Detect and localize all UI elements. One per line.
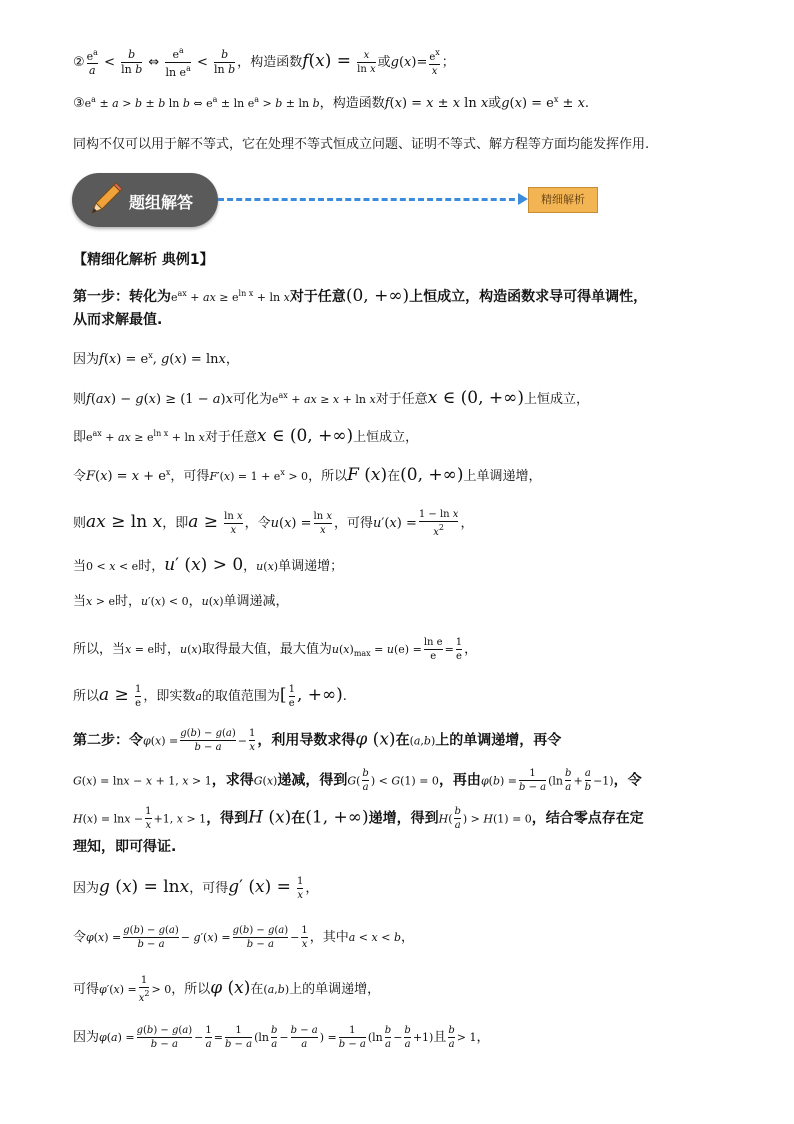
tag-label: 精细解析	[528, 187, 598, 213]
p1: 因为$f(x) = e^x$, g(x) = lnx，	[73, 351, 239, 367]
dashed-arrow-line	[218, 198, 524, 201]
p2: 则f(ax) − g(x) ≥ (1 − a)x可化为$e^{ax}$ + ax ≥ x + ln x对于任意x ∈ (0, +∞)上恒成立，	[73, 388, 589, 408]
step2-line2: G(x) = lnx − x + 1, x > 1，求得G(x)递减，得到G( $\frac{b}{a}$ ) < G(1) = 0，再由φ(b) = $\frac{1}{b - a}$ (ln $\frac{b}{a}$ + $\frac{a}{b}$ −1)，令	[73, 768, 642, 793]
intro-paragraph: 同构不仅可以用于解不等式，它在处理不等式恒成立问题、证明不等式、解方程等方面均能发挥作用.	[73, 137, 650, 152]
step1-line2: 从而求解最值.	[73, 312, 163, 328]
formula-line-2: ② $\frac{e^a}{a}$ < $\frac{b}{\text{ln b}}$ ⇔ $\frac{e^a}{\ln e^a}$ < $\frac{b}{\text{ln b}}$ ，构造函数f(x) = $\frac{x}{\text{ln x}}$ 或g(x)= $\frac{e^x}{x}$ ；	[73, 46, 455, 79]
step2-line3: H(x) = lnx − $\frac{1}{x}$ +1, x > 1，得到H (x)在(1, +∞)递增，得到H( $\frac{b}{a}$ ) > H(1) = 0，结合零点存在定	[73, 806, 644, 831]
q1: 因为g (x) = lnx，可得g′ (x) = $\frac{1}{x}$ ，	[73, 876, 319, 901]
item-number: ②	[73, 55, 85, 71]
q3: 可得φ′(x) = $\frac{1}{x^2}$ > 0，所以φ (x)在(a,b)上的单调递增，	[73, 975, 381, 1004]
banner-title: 题组解答	[129, 193, 194, 212]
p3: 即$e^{ax}$ + ax ≥ $e^{ln x} + \ln x$对于任意x ∈ (0, +∞)上恒成立，	[73, 426, 419, 446]
formula-line-3: $③e^a \pm a > b \pm b$ ln b ⇔ $e^a \pm \ln e^a > b \pm \ln b$，构造函数f(x) = x ± x ln x或$g(x) = e^x \pm x$.	[73, 95, 590, 111]
p4: 令$F(x) = x + e^x$，可得$F'(x) = 1 + e^x > 0$，所以F (x)在(0, +∞)上单调递增，	[73, 465, 542, 485]
p5: 则ax ≥ ln x，即a ≥ $\frac{\text{ln x}}{x}$ ，令u(x) = $\frac{\text{ln x}}{x}$ ，可得u′(x) = $\frac{\text{1 − ln x}}{x^2}$ ，	[73, 509, 474, 538]
section-title: 【精细化解析 典例1】	[73, 252, 214, 268]
section-banner	[72, 173, 218, 227]
step2-line4: 理知，即可得证.	[73, 839, 177, 855]
arrow-head-icon	[518, 193, 528, 205]
step2-line1: 第二步：令φ(x) = $\frac{g(b) - g(a)}{b - a}$ − $\frac{1}{x}$ ，利用导数求得φ (x)在(a,b)上的单调递增，再令	[73, 728, 562, 753]
pencil-icon	[86, 181, 124, 219]
item-number: ③	[73, 96, 85, 111]
p8: 所以，当x = e时，u(x)取得最大值，最大值为$u(x)_{max} = u(e)$ = $\frac{\text{ln e}}{e}$ = $\frac{1}{e}$ ，	[73, 637, 478, 662]
step1-line1: 第一步：转化为$e^{ax}$ + ax ≥ $e^{ln x} + \ln x$对于任意(0, +∞)上恒成立，构造函数求导可得单调性，	[73, 286, 648, 306]
q2: 令φ(x) = $\frac{g(b) - g(a)}{b - a}$ − g′(x) = $\frac{g(b) - g(a)}{b - a}$ − $\frac{1}{x}$ ，其中a < x < b，	[73, 925, 415, 950]
q4: 因为φ(a) = $\frac{g(b) - g(a)}{b - a}$ − $\frac{1}{a}$ = $\frac{1}{b - a}$ (ln $\frac{b}{a}$ − $\frac{b - a}{a}$ ) = $\frac{1}{b - a}$ (ln $\frac{b}{a}$ − $\frac{b}{a}$ +1)且 $\frac{b}{a}$ > 1，	[73, 1025, 490, 1050]
p9: 所以a ≥ $\frac{1}{e}$ ，即实数a的取值范围为[ $\frac{1}{e}$ , +∞).	[73, 684, 347, 709]
p7: 当x > e时，u′(x) < 0，u(x)单调递减，	[73, 594, 289, 609]
p6: 当0 < x < e时，u′ (x) > 0，u(x)单调递增；	[73, 555, 344, 575]
